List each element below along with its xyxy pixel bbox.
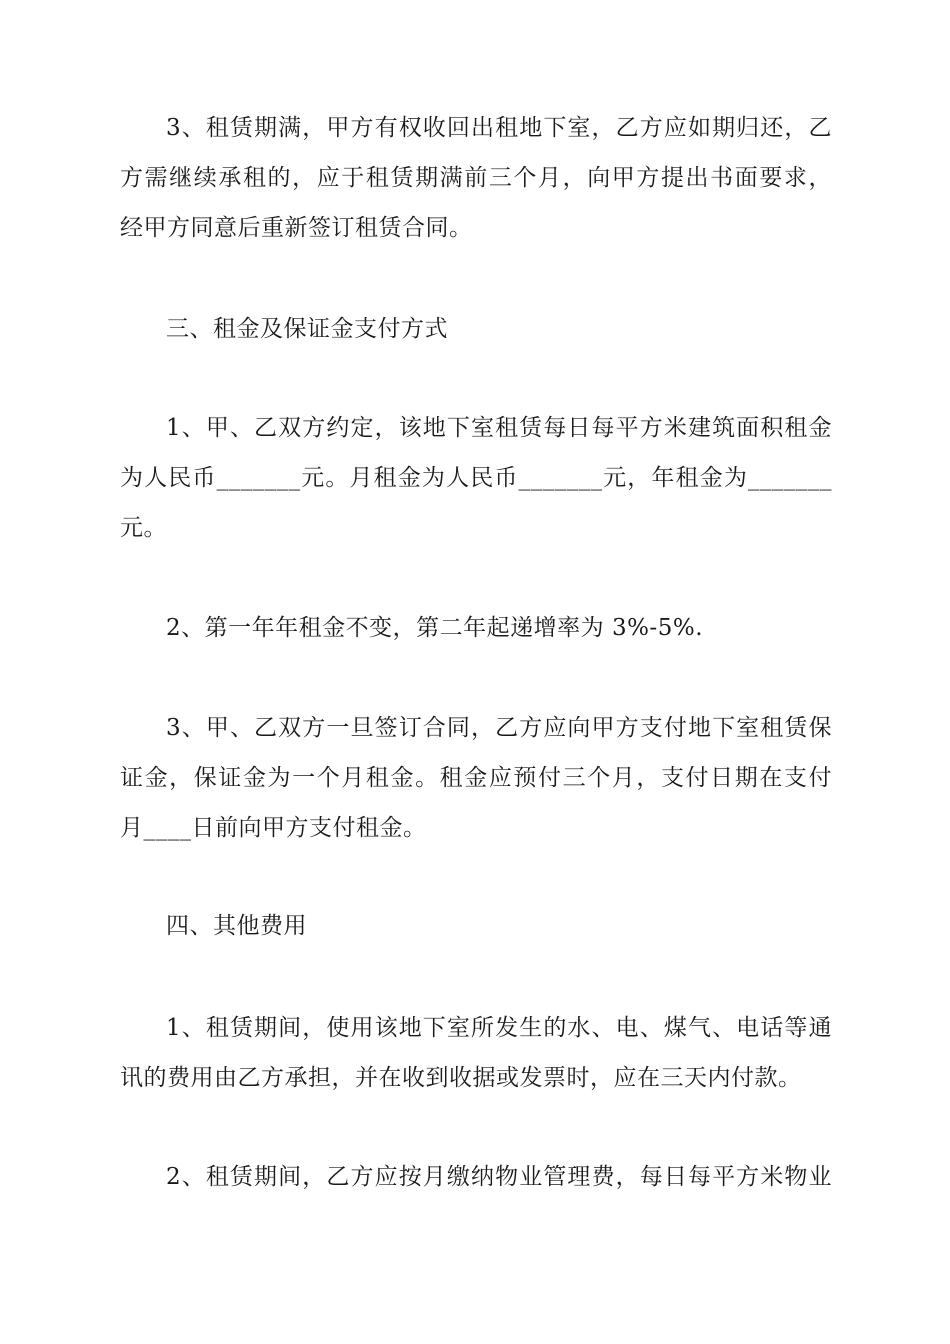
rent-clause-1-line-2: 为人民币_______元。月租金为人民币_______元，年租金为_______ — [120, 465, 832, 491]
rent-clause-3-line-2: 证金，保证金为一个月租金。租金应预付三个月，支付日期在支付 — [120, 765, 832, 791]
term-end-paragraph-line-1: 3、租赁期满，甲方有权收回出租地下室，乙方应如期归还，乙 — [166, 115, 832, 141]
fee-clause-1-line-1: 1、租赁期间，使用该地下室所发生的水、电、煤气、电话等通 — [166, 1015, 832, 1041]
fee-clause-1-line-2: 讯的费用由乙方承担，并在收到收据或发票时，应在三天内付款。 — [120, 1065, 802, 1091]
rent-clause-1-line-3: 元。 — [120, 515, 167, 541]
rent-clause-3-line-3: 月____日前向甲方支付租金。 — [120, 815, 427, 841]
rent-clause-1-line-1: 1、甲、乙双方约定，该地下室租赁每日每平方米建筑面积租金 — [166, 415, 832, 441]
section-heading-rent-deposit: 三、租金及保证金支付方式 — [166, 316, 448, 342]
rent-clause-3-line-1: 3、甲、乙双方一旦签订合同，乙方应向甲方支付地下室租赁保 — [166, 715, 832, 741]
section-heading-other-fees: 四、其他费用 — [166, 913, 307, 939]
fee-clause-2-line-1: 2、租赁期间，乙方应按月缴纳物业管理费，每日每平方米物业 — [166, 1164, 832, 1190]
term-end-paragraph-line-2: 方需继续承租的，应于租赁期满前三个月，向甲方提出书面要求， — [120, 165, 832, 191]
rent-clause-2-line-1: 2、第一年年租金不变，第二年起递增率为 3%-5%. — [166, 615, 704, 641]
term-end-paragraph-line-3: 经甲方同意后重新签订租赁合同。 — [120, 215, 473, 241]
